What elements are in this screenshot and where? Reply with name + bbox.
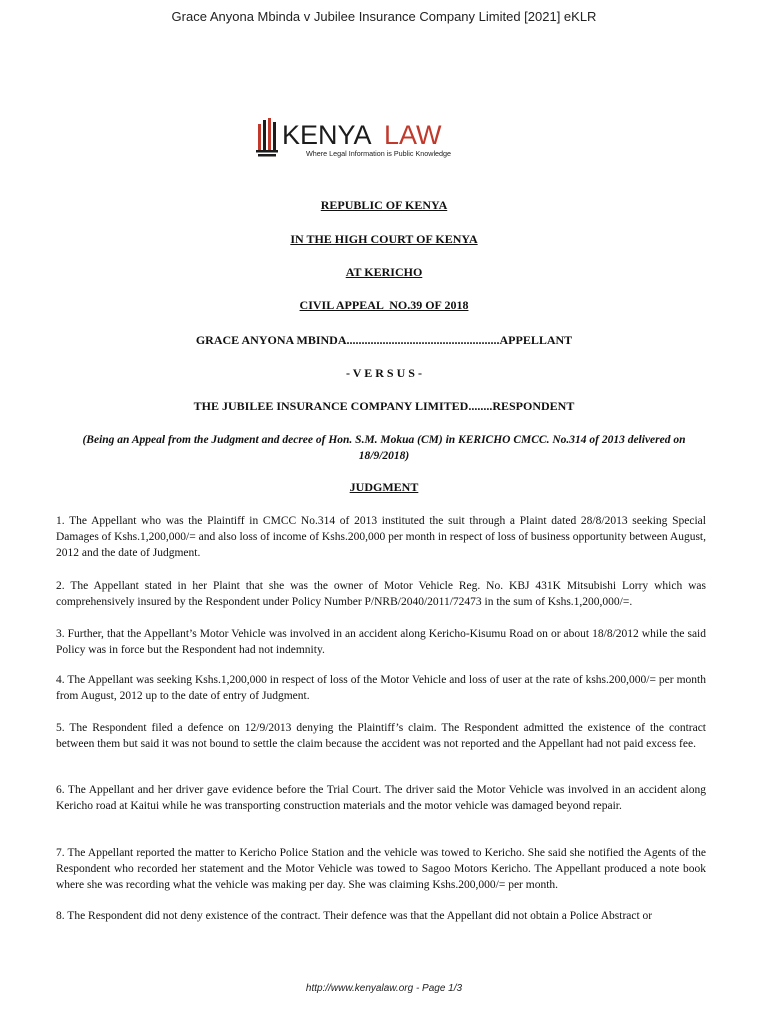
- paragraph-3: 3. Further, that the Appellant’s Motor Vehicle was involved in an accident along Kericho-Kisumu Road on or about 18/8/2012 while the said Policy was in force but the Respondent had not indemnity.: [56, 628, 706, 656]
- logo-name-part2: LAW: [384, 120, 442, 150]
- case-number: CIVIL APPEAL NO.39 OF 2018: [299, 298, 469, 312]
- logo-name-part1: KENYA: [282, 120, 372, 150]
- paragraph-7: 7. The Appellant reported the matter to Kericho Police Station and the vehicle was towed to Kericho. She said she notified the Agents of the Respondent who recorded her statement and the Motor Vehicle was towed to Sagoo Motors Kericho. The Appellant produced a note book where she was recording what the vehicle was making per day. She was claiming Kshs.200,000/= per month.: [56, 847, 706, 891]
- appeal-note: (Being an Appeal from the Judgment and decree of Hon. S.M. Mokua (CM) in KERICHO CMCC. No.314 of 2013 delivered on 18/9/2018): [82, 434, 686, 462]
- judgment-heading: JUDGMENT: [349, 480, 419, 494]
- page-footer: http://www.kenyalaw.org - Page 1/3: [305, 983, 463, 994]
- kenya-law-logo-graphic: [256, 116, 466, 162]
- paragraph-8: 8. The Respondent did not deny existence of the contract. Their defence was that the Appellant did not obtain a Police Abstract or: [56, 910, 653, 922]
- paragraph-4: 4. The Appellant was seeking Kshs.1,200,000 in respect of loss of the Motor Vehicle and loss of user at the rate of kshs.200,000/= per month from August, 2012 up to the date of entry of Judgment.: [56, 674, 706, 702]
- kenya-law-logo: [256, 116, 466, 162]
- pillars-icon: [256, 118, 278, 157]
- paragraph-5: 5. The Respondent filed a defence on 12/9/2013 denying the Plaintiff’s claim. The Respondent admitted the existence of the contract between them but said it was not bound to settle the claim because the accident was not reported and the Appellant had not paid excess fee.: [56, 722, 706, 750]
- logo-tagline: Where Legal Information is Public Knowledge: [306, 149, 452, 158]
- court-heading: IN THE HIGH COURT OF KENYA: [290, 232, 478, 246]
- paragraph-6: 6. The Appellant and her driver gave evidence before the Trial Court. The driver said the Motor Vehicle was involved in an accident along Kericho road at Kaitui while he was transporting construction materials and the motor vehicle was damaged beyond repair.: [56, 784, 706, 812]
- paragraph-2: 2. The Appellant stated in her Plaint that she was the owner of Motor Vehicle Reg. No. KBJ 431K Mitsubishi Lorry which was comprehensively insured by the Respondent under Policy Number P/NRB/2040/2011/72473 in the sum of Kshs.1,200,000/=.: [56, 580, 706, 608]
- versus-line: - V E R S U S -: [346, 366, 422, 380]
- location-heading: AT KERICHO: [345, 265, 423, 279]
- paragraph-1: 1. The Appellant who was the Plaintiff in CMCC No.314 of 2013 instituted the suit through a Plaint dated 28/8/2013 seeking Special Damages of Kshs.1,200,000/= and also loss of income of Kshs.200,000 per month in respect of loss of business opportunity between August, 2012 and the date of Judgment.: [56, 515, 706, 559]
- appellant-line: GRACE ANYONA MBINDA...................................................APPELLANT: [195, 333, 573, 347]
- running-header: Grace Anyona Mbinda v Jubilee Insurance Company Limited [2021] eKLR: [171, 9, 597, 24]
- republic-heading: REPUBLIC OF KENYA: [320, 198, 448, 212]
- respondent-line: THE JUBILEE INSURANCE COMPANY LIMITED........RESPONDENT: [193, 399, 575, 413]
